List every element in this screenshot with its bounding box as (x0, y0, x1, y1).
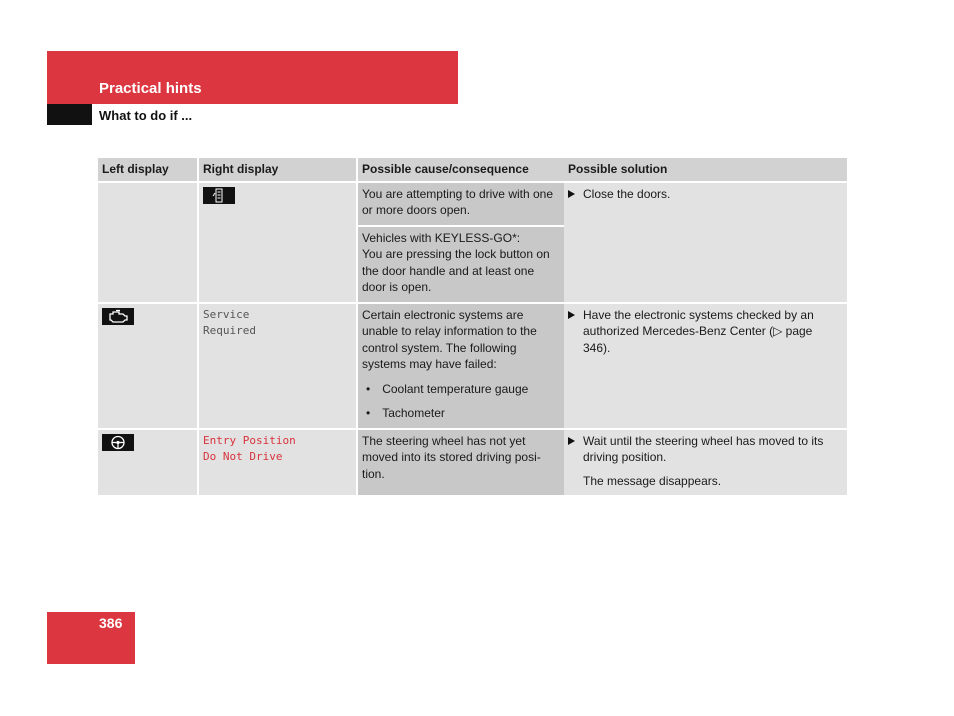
table-row (98, 303, 847, 429)
cause-cell (357, 226, 564, 303)
table-row (98, 182, 847, 226)
list-item (362, 405, 560, 422)
list-item (362, 381, 560, 398)
cause-text: Vehicles with KEYLESS-GO*: You are pressing the lock button on the door handle and at least one door is open. (362, 230, 550, 294)
display-message-line: Required (203, 324, 256, 337)
page-number: 386 (99, 615, 123, 631)
header-cause: Possible cause/consequence (357, 158, 564, 182)
cause-cell (357, 303, 564, 429)
solution-note: The message disappears. (583, 473, 722, 488)
left-display-cell (98, 429, 198, 497)
section-title: Practical hints (99, 80, 202, 97)
cause-text: You are attempting to drive with one or more doors open. (362, 186, 554, 217)
steering-wheel-icon (102, 434, 134, 451)
arrow-right-icon (568, 190, 575, 198)
table-header-row (98, 158, 847, 182)
cause-text: The steering wheel has not yet moved into its stored driving posi-tion. (362, 433, 541, 481)
list-item-text: Coolant temperature gauge (382, 381, 529, 396)
right-display-cell (198, 303, 357, 429)
cause-cell (357, 182, 564, 226)
cause-cell (357, 429, 564, 497)
cause-text: Certain electronic systems are unable to relay information to the control system. The following systems may have failed: (362, 307, 537, 371)
header-solution: Possible solution (564, 158, 847, 182)
left-display-cell (98, 303, 198, 429)
solution-cell (564, 429, 847, 497)
bullet-icon: • (366, 381, 371, 396)
table-row (98, 429, 847, 497)
display-message-line: Service (203, 307, 250, 321)
right-display-cell (198, 429, 357, 497)
subsection-marker (47, 104, 92, 125)
header-left-display: Left display (98, 158, 198, 182)
arrow-right-icon (568, 311, 575, 319)
right-display-cell (198, 182, 357, 303)
engine-check-icon (102, 308, 134, 325)
solution-text: Close the doors. (583, 186, 671, 201)
solution-cell (564, 182, 847, 303)
display-messages-table (98, 158, 847, 497)
subsection-title: What to do if ... (99, 108, 193, 123)
list-item-text: Tachometer (382, 406, 445, 420)
arrow-right-icon (568, 437, 575, 445)
left-display-cell (98, 182, 198, 303)
display-message-line: Entry Position (203, 433, 296, 447)
solution-cell (564, 303, 847, 429)
solution-text: Have the electronic systems checked by an authorized Mercedes-Benz Center (▷ page 346). (583, 307, 814, 355)
solution-text: Wait until the steering wheel has moved to its driving position. (583, 433, 824, 464)
header-right-display: Right display (198, 158, 357, 182)
display-message-line: Do Not Drive (203, 450, 283, 463)
door-open-icon (203, 187, 235, 204)
bullet-icon: • (366, 406, 371, 420)
